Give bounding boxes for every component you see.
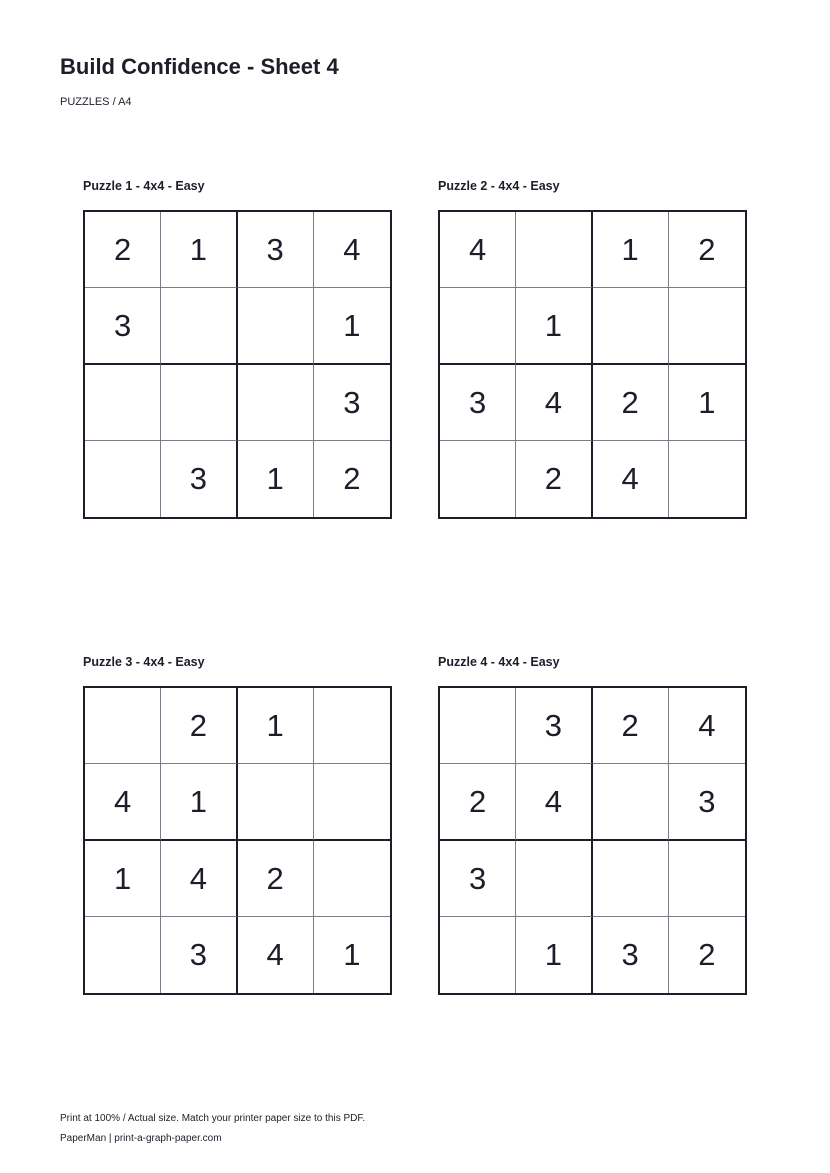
- grid-cell: [669, 288, 745, 364]
- grid-cell: 2: [698, 937, 716, 973]
- grid-cell: [161, 365, 237, 441]
- grid-cell: 4: [669, 688, 745, 764]
- grid-cell: 3: [238, 212, 314, 288]
- page-subtitle: PUZZLES / A4: [60, 96, 132, 108]
- grid-cell: [593, 841, 669, 917]
- grid-cell: 3: [161, 441, 237, 517]
- grid-cell: 3: [593, 917, 669, 993]
- puzzle-1: [83, 178, 393, 519]
- grid-cell: [85, 917, 161, 993]
- grid-cell: 2: [593, 688, 669, 764]
- grid-cell: 3: [669, 764, 745, 840]
- grid-cell: [85, 441, 161, 517]
- site-credit: PaperMan | print-a-graph-paper.com: [60, 1133, 222, 1144]
- grid-cell: 1: [343, 937, 361, 973]
- grid-cell: 1: [314, 288, 390, 364]
- grid-cell: 3: [85, 288, 161, 364]
- grid-cell: 4: [161, 841, 237, 917]
- grid-cell: [516, 841, 592, 917]
- grid-cell: 3: [314, 365, 390, 441]
- grid-cell: [669, 841, 745, 917]
- grid-cell: [85, 365, 161, 441]
- page-title: Build Confidence - Sheet 4: [60, 54, 339, 79]
- grid-cell: [593, 288, 669, 364]
- puzzle-2: [438, 178, 748, 519]
- sudoku-grid: [83, 210, 392, 519]
- grid-cell: 2: [238, 841, 314, 917]
- grid-cell: [440, 441, 516, 517]
- sudoku-grid: [438, 686, 747, 995]
- grid-cell: 4: [516, 365, 592, 441]
- grid-cell: [593, 764, 669, 840]
- grid-cell: 1: [85, 841, 161, 917]
- grid-cell: 2: [516, 441, 592, 517]
- grid-cell: 2: [669, 212, 745, 288]
- grid-cell: [440, 688, 516, 764]
- grid-cell: 1: [238, 688, 314, 764]
- sudoku-grid: [83, 686, 392, 995]
- puzzle-label: Puzzle 3 - 4x4 - Easy: [83, 655, 205, 669]
- grid-cell: [440, 917, 516, 993]
- grid-cell: 4: [85, 764, 161, 840]
- grid-cell: 2: [85, 212, 161, 288]
- grid-cell: [314, 688, 390, 764]
- grid-cell: [669, 441, 745, 517]
- grid-cell: 4: [593, 441, 669, 517]
- grid-cell: [314, 764, 390, 840]
- print-instructions: Print at 100% / Actual size. Match your printer paper size to this PDF.: [60, 1113, 366, 1124]
- puzzle-label: Puzzle 4 - 4x4 - Easy: [438, 655, 560, 669]
- grid-cell: [516, 212, 592, 288]
- grid-cell: 4: [516, 764, 592, 840]
- grid-cell: [85, 688, 161, 764]
- grid-cell: 3: [161, 917, 237, 993]
- puzzle-3: [83, 654, 393, 995]
- grid-cell: 3: [440, 365, 516, 441]
- grid-cell: 1: [161, 212, 237, 288]
- grid-cell: 1: [516, 288, 592, 364]
- grid-cell: 1: [516, 917, 592, 993]
- grid-cell: 4: [314, 212, 390, 288]
- grid-cell: [238, 288, 314, 364]
- grid-cell: 2: [161, 688, 237, 764]
- puzzle-4: [438, 654, 748, 995]
- grid-cell: 4: [440, 212, 516, 288]
- grid-cell: [440, 288, 516, 364]
- grid-cell: [238, 365, 314, 441]
- grid-cell: 4: [238, 917, 314, 993]
- puzzle-label: Puzzle 1 - 4x4 - Easy: [83, 179, 205, 193]
- grid-cell: [238, 764, 314, 840]
- grid-cell: [314, 841, 390, 917]
- grid-cell: 1: [669, 365, 745, 441]
- grid-cell: 1: [238, 441, 314, 517]
- grid-cell: 3: [516, 688, 592, 764]
- grid-cell: 3: [440, 841, 516, 917]
- grid-cell: 2: [593, 365, 669, 441]
- grid-cell: [161, 288, 237, 364]
- grid-cell: 1: [161, 764, 237, 840]
- grid-cell: 2: [440, 764, 516, 840]
- grid-cell: 1: [593, 212, 669, 288]
- grid-cell: 2: [343, 461, 361, 497]
- sudoku-grid: [438, 210, 747, 519]
- puzzle-label: Puzzle 2 - 4x4 - Easy: [438, 179, 560, 193]
